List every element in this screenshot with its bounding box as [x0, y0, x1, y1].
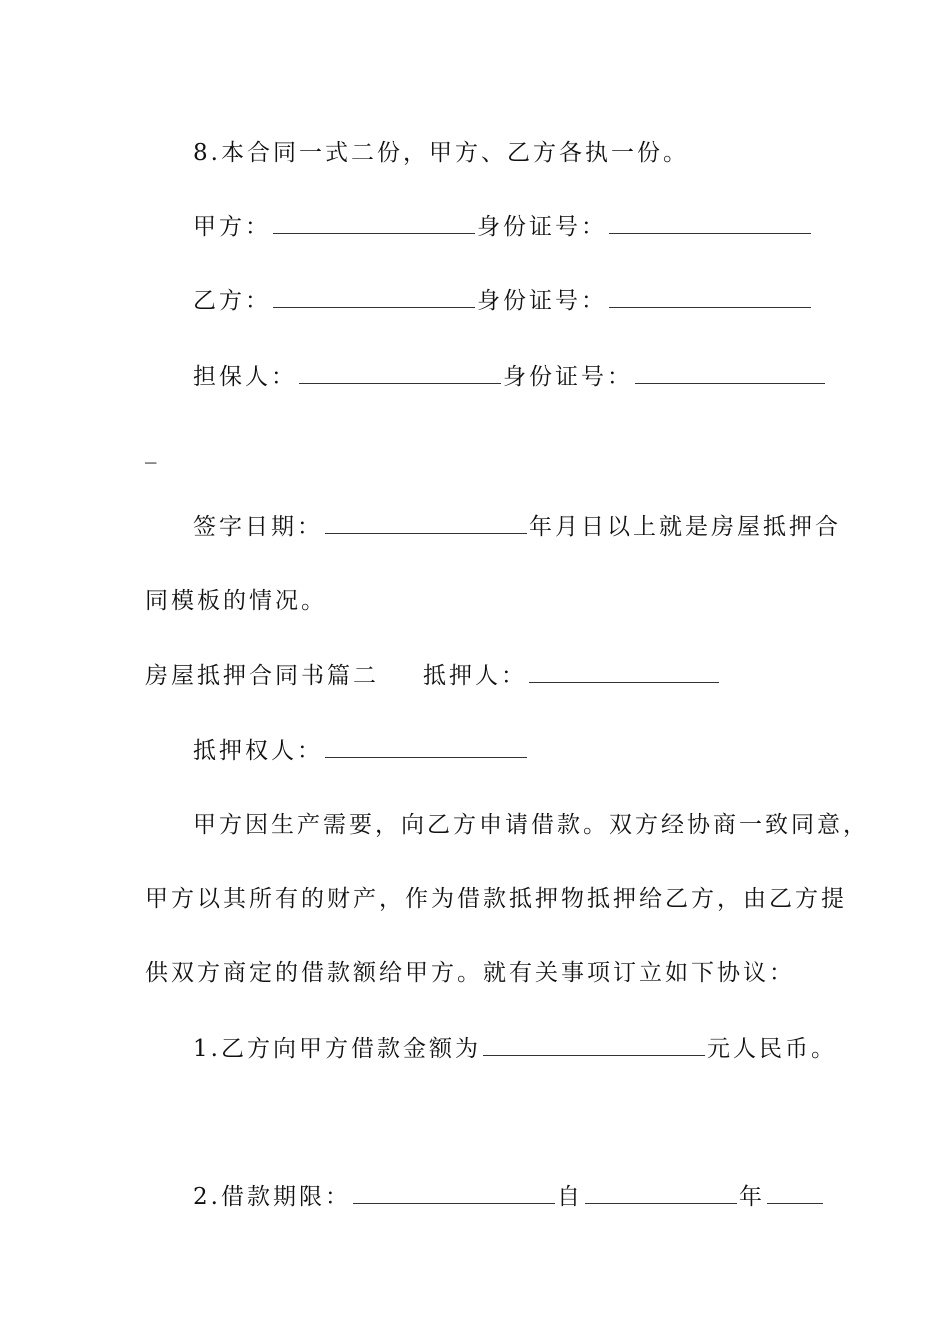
party-a-blank [273, 213, 475, 234]
clause-2: 2.借款期限： 自 年 [193, 1182, 825, 1212]
mortgagee-blank [325, 737, 527, 758]
paragraph-line-2: 甲方以其所有的财产，作为借款抵押物抵押给乙方，由乙方提 [145, 886, 847, 912]
mortgagor-blank [529, 662, 719, 683]
summary-continuation: 同模板的情况。 [145, 588, 327, 614]
paragraph-line-1: 甲方因生产需要，向乙方申请借款。双方经协商一致同意， [193, 812, 869, 838]
clause-8: 8.本合同一式二份，甲方、乙方各执一份。 [193, 140, 689, 166]
clause-1: 1.乙方向甲方借款金额为 元人民币。 [193, 1036, 837, 1062]
paragraph-line-3: 供双方商定的借款额给甲方。就有关事项订立如下协议： [145, 960, 795, 986]
section-title: 房屋抵押合同书篇二 [145, 663, 379, 689]
party-a-id-blank [609, 213, 811, 234]
guarantor-id-blank [635, 363, 825, 384]
section2-heading-line: 房屋抵押合同书篇二 抵押人： [145, 661, 721, 691]
sign-date-blank [325, 513, 527, 534]
loan-amount-blank [483, 1035, 705, 1056]
loan-term-blank [353, 1183, 555, 1204]
sign-date-line: 签字日期： 年月日以上就是房屋抵押合 [193, 514, 841, 540]
stray-underscore: _ [145, 438, 160, 464]
guarantor-blank [299, 363, 501, 384]
party-a-signature-line: 甲方： 身份证号： [193, 212, 813, 242]
start-date-blank [585, 1183, 737, 1204]
guarantor-signature-line: 担保人： 身份证号： [193, 362, 827, 392]
year-blank [767, 1183, 823, 1204]
party-b-signature-line: 乙方： 身份证号： [193, 286, 813, 316]
party-b-id-blank [609, 287, 811, 308]
mortgagee-line: 抵押权人： [193, 736, 529, 766]
party-b-blank [273, 287, 475, 308]
